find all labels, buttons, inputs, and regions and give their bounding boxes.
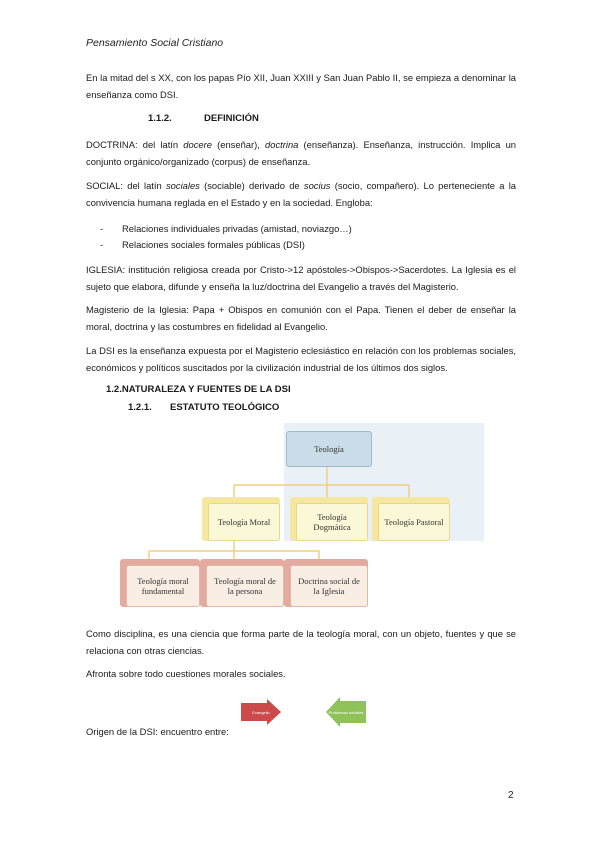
section-heading-definicion (148, 113, 259, 124)
latin-term: docere (183, 139, 212, 150)
theology-hierarchy-diagram (114, 401, 484, 613)
node-teologia-pastoral (372, 497, 450, 541)
connector-level3 (149, 541, 319, 559)
dsi-paragraph: La DSI es la enseñanza expuesta por el Magisterio eclesiástico en relación con los problemas sociales, económicos y políticos suscitados por la civilización industrial de los últimos dos siglos. (86, 345, 516, 373)
section-heading-naturaleza (106, 384, 291, 395)
node-label: Teología moral fundamental (137, 576, 189, 596)
list-item (100, 237, 352, 253)
node-label: Teología moral de la persona (214, 576, 276, 596)
bullet-dash: - (100, 223, 104, 234)
node-label: Teología Dogmática (313, 512, 351, 532)
section-number: 1.1.2. (148, 113, 172, 124)
arrow-evangelio (241, 699, 281, 725)
text-run: SOCIAL: del latín (86, 180, 166, 191)
text-run: (enseñar), (211, 139, 266, 150)
node-box (378, 503, 450, 541)
section-number: 1.2. (106, 384, 122, 395)
disciplina-paragraph: Como disciplina, es una ciencia que forma parte de la teología moral, con un objeto, fuentes y que se relaciona con otras ciencias. (86, 628, 516, 656)
node-label: Teología Pastoral (384, 517, 444, 527)
node-teologia (286, 431, 372, 467)
intro-paragraph: En la mitad del s XX, con los papas Pío XII, Juan XXIII y San Juan Pablo II, se empieza a denominar la enseñanza como DSI. (86, 72, 516, 100)
afronta-paragraph: Afronta sobre todo cuestiones morales sociales. (86, 668, 286, 679)
list-item (100, 221, 352, 237)
node-box (290, 565, 368, 607)
latin-term: doctrina (265, 139, 299, 150)
node-label: Teología (314, 444, 344, 454)
node-moral-fundamental (120, 559, 200, 607)
node-teologia-dogmatica (290, 497, 368, 541)
iglesia-paragraph: IGLESIA: institución religiosa creada por Cristo->12 apóstoles->Obispos->Sacerdotes. La Iglesia es el sujeto que elabora, difunde y enseña la luz/doctrina del Evangelio a través del Magisterio. (86, 264, 516, 292)
latin-term: sociales (165, 180, 200, 191)
page-number: 2 (508, 790, 514, 801)
section-title: DEFINICIÓN (204, 113, 259, 124)
running-header: Pensamiento Social Cristiano (86, 37, 224, 49)
text-run: (enseñanza). Enseñanza, instrucción. Implica un conjunto orgánico/organizado (corpus) de enseñanza. (86, 139, 516, 167)
section-title: NATURALEZA Y FUENTES DE LA DSI (121, 384, 291, 395)
section-number: 1.2.1. (128, 402, 152, 413)
node-box (206, 565, 284, 607)
bullet-list (100, 221, 352, 253)
arrow-problemas-sociales (326, 697, 366, 727)
origen-paragraph: Origen de la DSI: encuentro entre: (86, 726, 229, 737)
arrow-label: Evangelio (252, 709, 270, 715)
text-run: (sociable) derivado de (199, 180, 304, 191)
text-run: (socio, compañero). Lo perteneciente a la convivencia humana reglada en el Estado y en la sociedad. Engloba: (86, 180, 516, 208)
doctrina-paragraph (86, 137, 516, 170)
bullet-dash: - (100, 239, 104, 250)
node-box (296, 503, 368, 541)
social-paragraph (86, 178, 516, 211)
magisterio-paragraph: Magisterio de la Iglesia: Papa + Obispos en comunión con el Papa. Tienen el deber de enseñar la moral, doctrina y las costumbres en fidelidad al Evangelio. (86, 304, 516, 332)
node-box (286, 431, 372, 467)
text-run: DOCTRINA: del latín (86, 139, 184, 150)
node-box (208, 503, 280, 541)
list-item-text: Relaciones sociales formales públicas (DSI) (122, 239, 305, 250)
arrow-label: Problemas sociales (328, 709, 364, 715)
node-box (126, 565, 200, 607)
node-label: Teología Moral (217, 517, 271, 527)
node-teologia-moral (202, 497, 280, 541)
list-item-text: Relaciones individuales privadas (amistad, noviazgo…) (122, 223, 352, 234)
node-moral-persona (200, 559, 284, 607)
section-title: ESTATUTO TEOLÓGICO (170, 402, 280, 413)
latin-term: socius (303, 180, 331, 191)
node-doctrina-social (284, 559, 368, 607)
node-label: Doctrina social de la Iglesia (298, 576, 360, 596)
